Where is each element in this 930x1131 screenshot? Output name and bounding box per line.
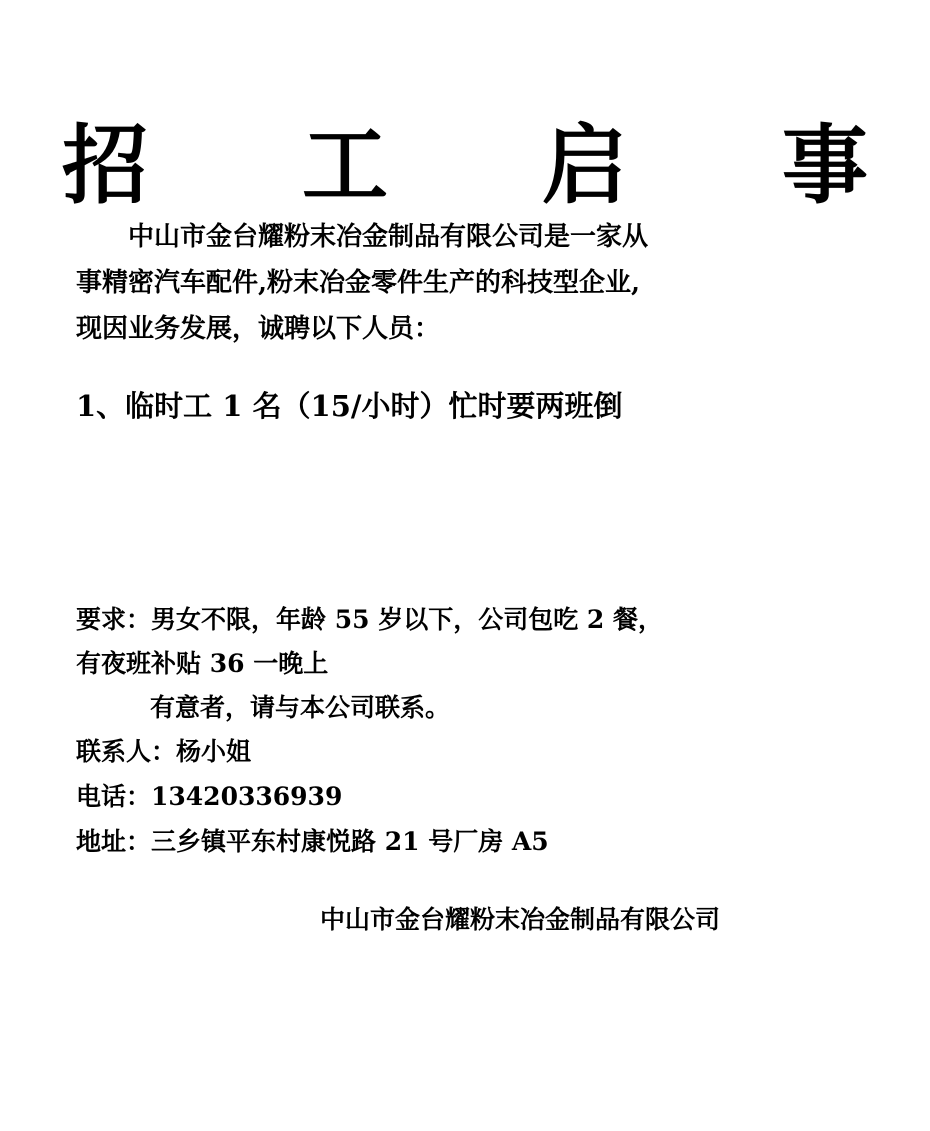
intro-line-1: 中山市金台耀粉末冶金制品有限公司是一家从 [128,222,649,252]
contact-person: 联系人：杨小姐 [76,737,252,766]
contact-prompt: 有意者，请与本公司联系。 [150,693,451,722]
intro-paragraph [76,214,736,352]
job-position: 1、临时工 1 名（15/小时）忙时要两班倒 [76,389,623,423]
company-signature: 中山市金台耀粉末冶金制品有限公司 [319,905,720,934]
requirements-line-2: 有夜班补贴 36 一晚上 [76,649,329,678]
intro-line-2: 事精密汽车配件,粉末冶金零件生产的科技型企业, [76,268,641,298]
notice-title: 招 工 启 事 [62,114,930,216]
job-details [76,598,746,864]
contact-phone: 电话：13420336939 [76,782,343,811]
intro-line-3: 现因业务发展，诚聘以下人员： [76,314,441,344]
company-address: 地址：三乡镇平东村康悦路 21 号厂房 A5 [76,827,549,856]
requirements-line-1: 要求：男女不限，年龄 55 岁以下，公司包吃 2 餐， [76,605,664,634]
